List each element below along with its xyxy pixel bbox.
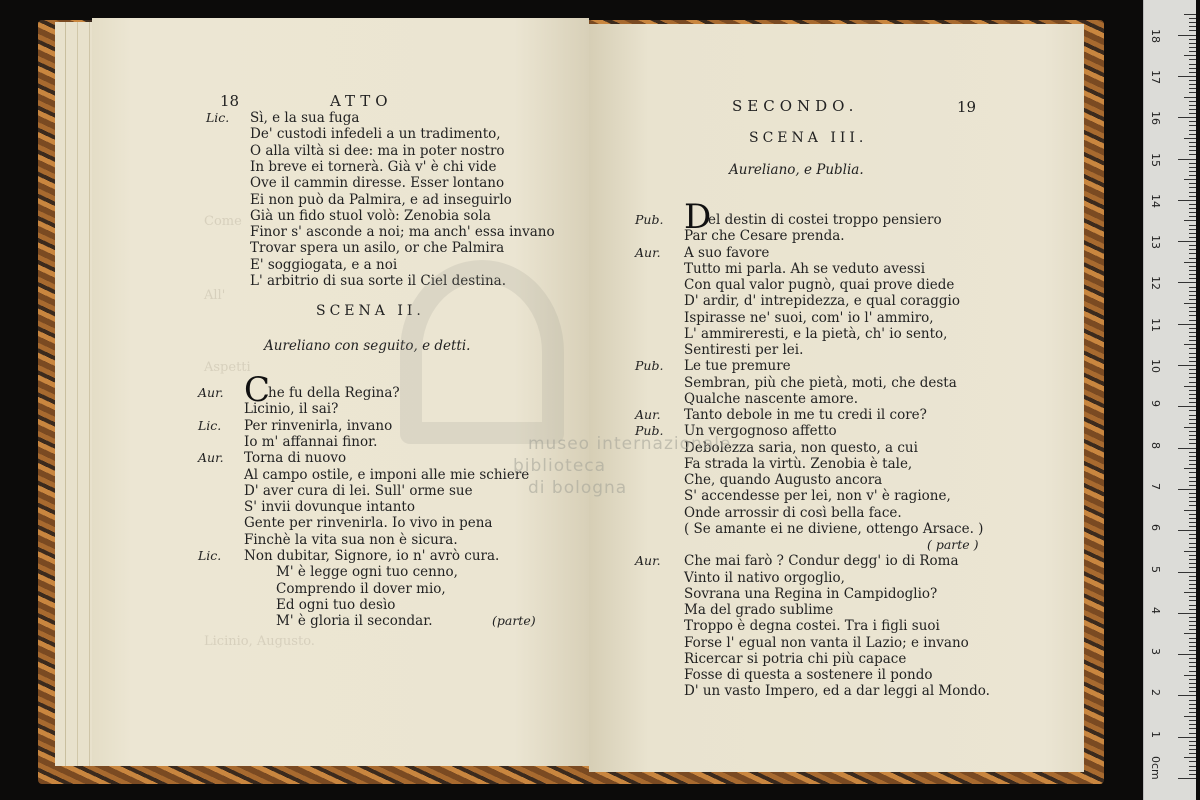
ruler-tick bbox=[1189, 382, 1196, 383]
ruler-tick bbox=[1189, 88, 1196, 89]
ruler-tick bbox=[1189, 584, 1196, 585]
verse-line: Troppo è degna costei. Tra i figli suoi bbox=[684, 618, 940, 635]
verse-line: Ove il cammin diresse. Esser lontano bbox=[250, 175, 505, 192]
ruler-tick bbox=[1189, 410, 1196, 411]
ruler-number: 16 bbox=[1149, 111, 1162, 126]
ruler-tick bbox=[1189, 233, 1196, 234]
verse-line: Trovar spera un asilo, or che Palmira bbox=[250, 240, 505, 257]
verse-line: Le tue premure bbox=[684, 358, 791, 375]
ruler-tick bbox=[1189, 212, 1196, 213]
ruler-number: 5 bbox=[1149, 565, 1162, 573]
ruler-tick bbox=[1189, 287, 1196, 288]
ruler-tick bbox=[1189, 720, 1196, 721]
ruler-tick bbox=[1178, 613, 1196, 614]
watermark-line: di bologna bbox=[528, 478, 628, 498]
drop-cap: D bbox=[684, 197, 712, 237]
speaker-label: Aur. bbox=[635, 407, 661, 422]
speaker-label: Aur. bbox=[198, 385, 224, 400]
verse-line: Qualche nascente amore. bbox=[684, 390, 858, 407]
ruler-tick bbox=[1189, 142, 1196, 143]
verse-line: Tanto debole in me tu credi il core? bbox=[684, 407, 927, 423]
ruler-tick bbox=[1189, 291, 1196, 292]
scene-title: SCENA II. bbox=[316, 303, 425, 319]
speaker-label: Lic. bbox=[206, 110, 230, 125]
ruler-number: 1 bbox=[1149, 730, 1162, 738]
verse-line: S' accendesse per lei, non v' è ragione, bbox=[684, 488, 951, 505]
ruler-tick bbox=[1189, 683, 1196, 684]
scene-title: SCENA III. bbox=[749, 130, 868, 146]
ruler-tick bbox=[1189, 249, 1196, 250]
ruler-tick bbox=[1189, 390, 1196, 391]
ruler-tick bbox=[1189, 353, 1196, 354]
verse-line: Già un fido stuol volò: Zenobia sola bbox=[250, 207, 491, 224]
ruler-tick bbox=[1189, 51, 1196, 52]
ruler-tick bbox=[1189, 638, 1196, 639]
ruler-tick bbox=[1189, 559, 1196, 560]
ruler-tick bbox=[1189, 576, 1196, 577]
ruler-tick bbox=[1189, 646, 1196, 647]
ruler-tick bbox=[1189, 580, 1196, 581]
ruler-tick bbox=[1189, 497, 1196, 498]
ruler-tick bbox=[1189, 332, 1196, 333]
ruler-number: 3 bbox=[1149, 648, 1162, 656]
ruler-tick bbox=[1189, 526, 1196, 527]
ruler-number: 11 bbox=[1149, 317, 1162, 332]
ruler-tick bbox=[1189, 183, 1196, 184]
page-number: 19 bbox=[957, 98, 977, 116]
verse-line: Ma del grado sublime bbox=[684, 602, 834, 618]
verse-line: Forse l' egual non vanta il Lazio; e invano bbox=[684, 634, 969, 651]
verse-line: Tutto mi parla. Ah se veduto avessi bbox=[684, 260, 926, 277]
watermark-line: museo internazionale bbox=[528, 434, 732, 454]
verse-line: L' arbitrio di sua sorte il Ciel destina. bbox=[250, 273, 506, 289]
ruler-tick bbox=[1189, 460, 1196, 461]
ruler-tick bbox=[1184, 179, 1196, 180]
speaker-label: Pub. bbox=[635, 212, 664, 227]
ruler-tick bbox=[1189, 691, 1196, 692]
ruler-tick bbox=[1189, 712, 1196, 713]
ruler-number: 6 bbox=[1149, 524, 1162, 532]
ruler-tick bbox=[1189, 472, 1196, 473]
verse-line: S' invii dovunque intanto bbox=[244, 499, 415, 516]
speaker-label: Aur. bbox=[635, 553, 661, 569]
verse-line: Io m' affannai finor. bbox=[244, 433, 378, 450]
ruler-tick bbox=[1189, 770, 1196, 771]
ruler-number: 2 bbox=[1149, 689, 1162, 697]
ruler-tick bbox=[1189, 278, 1196, 279]
verse-line: Licinio, il sai? bbox=[244, 401, 339, 418]
verse-line: De' custodi infedeli a un tradimento, bbox=[250, 126, 501, 143]
ruler-tick bbox=[1189, 253, 1196, 254]
ruler-tick bbox=[1189, 237, 1196, 238]
ruler-tick bbox=[1189, 439, 1196, 440]
ruler-tick bbox=[1189, 588, 1196, 589]
verse-line: Che, quando Augusto ancora bbox=[684, 472, 883, 488]
ruler-tick bbox=[1189, 18, 1196, 19]
ruler-tick bbox=[1189, 196, 1196, 197]
ruler-tick bbox=[1189, 741, 1196, 742]
ruler-number: 7 bbox=[1149, 482, 1162, 490]
ruler-tick bbox=[1189, 59, 1196, 60]
verse-line: Torna di nuovo bbox=[244, 450, 347, 467]
ruler-tick bbox=[1189, 431, 1196, 432]
ruler-tick bbox=[1184, 262, 1196, 263]
ruler-tick bbox=[1189, 295, 1196, 296]
ruler-tick bbox=[1189, 101, 1196, 102]
stage-direction: ( parte ) bbox=[927, 537, 979, 552]
ruler-tick bbox=[1189, 26, 1196, 27]
ruler-tick bbox=[1189, 92, 1196, 93]
ruler-tick bbox=[1178, 654, 1196, 655]
verse-line: ( Se amante ei ne diviene, ottengo Arsace. ) bbox=[684, 520, 984, 537]
ruler-tick bbox=[1189, 154, 1196, 155]
verse-line: Fosse di questa a sostenere il pondo bbox=[684, 667, 933, 683]
ruler-tick bbox=[1178, 530, 1196, 531]
ruler-tick bbox=[1189, 658, 1196, 659]
verse-line: O alla viltà si dee: ma in poter nostro bbox=[250, 142, 505, 159]
ruler-number: 15 bbox=[1149, 152, 1162, 167]
verse-line: A suo favore bbox=[684, 244, 770, 261]
ruler-tick bbox=[1189, 72, 1196, 73]
ruler-tick bbox=[1189, 187, 1196, 188]
ruler-tick bbox=[1189, 134, 1196, 135]
ruler-tick bbox=[1189, 617, 1196, 618]
ruler-tick bbox=[1189, 700, 1196, 701]
ruler-tick bbox=[1184, 551, 1196, 552]
ruler-tick bbox=[1189, 361, 1196, 362]
ruler-tick bbox=[1189, 47, 1196, 48]
verse-line: Che mai farò ? Condur degg' io di Roma bbox=[684, 553, 959, 570]
ruler-tick bbox=[1178, 76, 1196, 77]
ruler-tick bbox=[1178, 572, 1196, 573]
ruler-tick bbox=[1189, 125, 1196, 126]
ruler-tick bbox=[1189, 443, 1196, 444]
ruler-tick bbox=[1189, 518, 1196, 519]
page-number: 18 bbox=[220, 92, 240, 110]
right-page bbox=[589, 24, 1084, 772]
running-head: ATTO bbox=[330, 92, 393, 110]
ruler-tick bbox=[1189, 192, 1196, 193]
running-head: SECONDO. bbox=[732, 97, 859, 115]
ruler-unit: 0cm bbox=[1149, 756, 1162, 780]
ruler-tick bbox=[1189, 43, 1196, 44]
verse-line: Ed ogni tuo desìo bbox=[276, 596, 396, 613]
ruler-tick bbox=[1189, 728, 1196, 729]
verse-line: M' è legge ogni tuo cenno, bbox=[276, 564, 458, 581]
verse-line: D' aver cura di lei. Sull' orme sue bbox=[244, 482, 473, 499]
ruler-tick bbox=[1189, 621, 1196, 622]
ruler-tick bbox=[1189, 642, 1196, 643]
ruler-tick bbox=[1189, 163, 1196, 164]
ruler-tick bbox=[1189, 357, 1196, 358]
verse-line: Sembran, più che pietà, moti, che desta bbox=[684, 374, 957, 391]
verse-line: Vinto il nativo orgoglio, bbox=[684, 569, 845, 586]
ruler-tick bbox=[1189, 105, 1196, 106]
ruler-tick bbox=[1189, 109, 1196, 110]
ruler-tick bbox=[1184, 757, 1196, 758]
stage-direction: (parte) bbox=[492, 613, 536, 629]
verse-line: Sovrana una Regina in Campidoglio? bbox=[684, 585, 938, 602]
ruler-tick bbox=[1189, 167, 1196, 168]
ruler-tick bbox=[1184, 344, 1196, 345]
ruler-tick bbox=[1189, 225, 1196, 226]
ruler-tick bbox=[1189, 307, 1196, 308]
verse-line: Sentiresti per lei. bbox=[684, 342, 804, 358]
verse-line: Finchè la vita sua non è sicura. bbox=[244, 531, 458, 548]
ruler-tick bbox=[1189, 64, 1196, 65]
ruler-tick bbox=[1189, 543, 1196, 544]
verse-line: Finor s' asconde a noi; ma anch' essa invano bbox=[250, 224, 555, 241]
ruler-tick bbox=[1184, 427, 1196, 428]
verse-line: In breve ei tornerà. Già v' è chi vide bbox=[250, 158, 497, 175]
ruler-number: 8 bbox=[1149, 441, 1162, 449]
ruler-tick bbox=[1189, 394, 1196, 395]
ruler-tick bbox=[1189, 774, 1196, 775]
ruler-tick bbox=[1178, 117, 1196, 118]
ruler-tick bbox=[1189, 514, 1196, 515]
ruler-tick bbox=[1189, 348, 1196, 349]
ruler-tick bbox=[1184, 592, 1196, 593]
left-page: 18 ATTO Come All' Aspetti Licinio, Augusto. Lic. Sì, e la sua fuga De' custodi infedeli a un tradimento, O alla viltà si dee: ma in poter nostro In breve ei tornerà. Già v' è chi vide Ove il cammin diresse. Esser lontano Ei non può da Palmira, e ad inseguirlo Già un fido stuol volò: Zenobia sola Finor s' asconde a noi; ma anch' essa invano Trovar spera un asilo, or che Palmira E' soggiogata, e a noi L' arbitrio di sua sorte il Ciel destina. SCENA II. Aureliano con seguito, e detti. Aur. C he fu della Regina? Licinio, il sai? Lic. Per rinvenirla, invano Io m' affannai finor. Aur. Torna di nuovo Al campo ostile, e imponi alle mie schiere D' aver cura di lei. Sull' orme sue S' invii dovunque intanto Gente per rinvenirla. Io vivo in pena Finchè la vita sua non è sicura. Lic. Non dubitar, Signore, io n' avrò cura. M' è legge ogni tuo cenno, Comprendo il dover mio, Ed ogni tuo desìo M' è gloria il secondar. (parte) bbox=[92, 18, 589, 766]
verse-line: Non dubitar, Signore, io n' avrò cura. bbox=[244, 548, 500, 564]
ruler-tick bbox=[1178, 241, 1196, 242]
ruler-tick bbox=[1178, 282, 1196, 283]
verse-line: Comprendo il dover mio, bbox=[276, 580, 446, 597]
ruler-tick bbox=[1189, 609, 1196, 610]
verse-line: Con qual valor pugnò, quai prove diede bbox=[684, 277, 955, 293]
ruler-tick bbox=[1189, 266, 1196, 267]
ruler-tick bbox=[1184, 633, 1196, 634]
ruler-tick bbox=[1189, 435, 1196, 436]
ruler-tick bbox=[1189, 555, 1196, 556]
ruler-tick bbox=[1184, 138, 1196, 139]
ruler-tick bbox=[1189, 84, 1196, 85]
ruler-tick bbox=[1178, 695, 1196, 696]
ruler-tick bbox=[1189, 270, 1196, 271]
ruler-tick bbox=[1178, 324, 1196, 325]
ruler-number: 14 bbox=[1149, 193, 1162, 208]
verse-line: Debolezza saria, non questo, a cui bbox=[684, 439, 918, 456]
ruler-tick bbox=[1189, 208, 1196, 209]
ruler-tick bbox=[1189, 477, 1196, 478]
speaker-label: Lic. bbox=[198, 417, 222, 433]
ruler-tick bbox=[1184, 14, 1196, 15]
ruler-tick bbox=[1189, 22, 1196, 23]
verse-line: he fu della Regina? bbox=[268, 385, 400, 401]
verse-line: M' è gloria il secondar. bbox=[276, 613, 433, 630]
ruler-tick bbox=[1189, 753, 1196, 754]
ruler-tick bbox=[1189, 274, 1196, 275]
ruler-tick bbox=[1189, 39, 1196, 40]
ruler-tick bbox=[1178, 778, 1196, 779]
verse-line: Onde arrossir di così bella face. bbox=[684, 504, 902, 521]
verse-line: Ispirasse ne' suoi, com' io l' ammiro, bbox=[684, 309, 934, 326]
ruler-number: 18 bbox=[1149, 28, 1162, 43]
ruler-tick bbox=[1189, 493, 1196, 494]
verse-line: D' ardir, d' intrepidezza, e qual coraggio bbox=[684, 293, 961, 310]
ruler-tick bbox=[1189, 605, 1196, 606]
ruler-tick bbox=[1189, 522, 1196, 523]
ruler-tick bbox=[1178, 737, 1196, 738]
ruler-tick bbox=[1189, 175, 1196, 176]
ruler-tick bbox=[1189, 456, 1196, 457]
watermark-line: biblioteca bbox=[513, 456, 607, 476]
ruler-tick bbox=[1189, 299, 1196, 300]
ruler-tick bbox=[1189, 625, 1196, 626]
ruler-tick bbox=[1189, 452, 1196, 453]
speaker-label: Aur. bbox=[198, 450, 224, 466]
ruler-tick bbox=[1189, 704, 1196, 705]
ruler-tick bbox=[1189, 749, 1196, 750]
scene-persons: Aureliano, e Publia. bbox=[729, 162, 864, 178]
ruler-tick bbox=[1189, 171, 1196, 172]
verse-line: Fa strada la virtù. Zenobia è tale, bbox=[684, 455, 913, 472]
ruler-number: 10 bbox=[1149, 359, 1162, 373]
ruler-tick bbox=[1189, 402, 1196, 403]
ruler-tick bbox=[1184, 468, 1196, 469]
ruler-tick bbox=[1189, 216, 1196, 217]
ruler-tick bbox=[1184, 386, 1196, 387]
verse-line: Sì, e la sua fuga bbox=[250, 110, 360, 126]
ruler-number: 13 bbox=[1149, 235, 1162, 250]
ruler-tick bbox=[1189, 481, 1196, 482]
ruler-tick bbox=[1189, 733, 1196, 734]
ruler-tick bbox=[1184, 675, 1196, 676]
ruler-tick bbox=[1189, 724, 1196, 725]
ruler-tick bbox=[1189, 666, 1196, 667]
ruler-tick bbox=[1189, 245, 1196, 246]
measuring-ruler bbox=[1143, 0, 1196, 800]
verse-line: el destin di costei troppo pensiero bbox=[708, 212, 942, 228]
ruler-tick bbox=[1189, 121, 1196, 122]
verse-line: Al campo ostile, e imponi alle mie schiere bbox=[244, 466, 530, 483]
ruler-tick bbox=[1189, 745, 1196, 746]
ruler-tick bbox=[1178, 35, 1196, 36]
ruler-tick bbox=[1178, 365, 1196, 366]
ruler-tick bbox=[1189, 650, 1196, 651]
verse-line: Per rinvenirla, invano bbox=[244, 417, 393, 434]
ruler-tick bbox=[1184, 510, 1196, 511]
ruler-tick bbox=[1189, 679, 1196, 680]
ruler-tick bbox=[1189, 80, 1196, 81]
ruler-tick bbox=[1189, 708, 1196, 709]
ruler-tick bbox=[1178, 448, 1196, 449]
ruler-tick bbox=[1189, 311, 1196, 312]
ruler-tick bbox=[1189, 687, 1196, 688]
ruler-tick bbox=[1189, 662, 1196, 663]
ruler-tick bbox=[1189, 761, 1196, 762]
ruler-tick bbox=[1189, 766, 1196, 767]
ruler-tick bbox=[1184, 97, 1196, 98]
ruler-tick bbox=[1189, 485, 1196, 486]
ruler-tick bbox=[1189, 415, 1196, 416]
ruler-tick bbox=[1189, 340, 1196, 341]
ruler-tick bbox=[1189, 671, 1196, 672]
ruler-tick bbox=[1189, 146, 1196, 147]
ruler-tick bbox=[1189, 130, 1196, 131]
verse-line: E' soggiogata, e a noi bbox=[250, 256, 398, 273]
ruler-tick bbox=[1189, 505, 1196, 506]
drop-cap: C bbox=[244, 370, 271, 410]
ruler-tick bbox=[1184, 303, 1196, 304]
ruler-tick bbox=[1184, 55, 1196, 56]
ruler-tick bbox=[1189, 229, 1196, 230]
ruler-tick bbox=[1189, 538, 1196, 539]
ruler-tick bbox=[1189, 501, 1196, 502]
ruler-tick bbox=[1189, 258, 1196, 259]
speaker-label: Pub. bbox=[635, 358, 664, 374]
ruler-tick bbox=[1189, 150, 1196, 151]
ruler-tick bbox=[1178, 159, 1196, 160]
ruler-tick bbox=[1178, 200, 1196, 201]
ruler-tick bbox=[1189, 336, 1196, 337]
ruler-tick bbox=[1189, 328, 1196, 329]
ruler-tick bbox=[1189, 534, 1196, 535]
ruler-tick bbox=[1189, 563, 1196, 564]
ruler-tick bbox=[1189, 567, 1196, 568]
ruler-tick bbox=[1189, 30, 1196, 31]
ruler-tick bbox=[1189, 373, 1196, 374]
verse-line: Ricercar si potria chi più capace bbox=[684, 650, 907, 667]
ruler-number: 12 bbox=[1149, 276, 1162, 291]
ruler-tick bbox=[1189, 596, 1196, 597]
ruler-tick bbox=[1189, 600, 1196, 601]
ruler-tick bbox=[1189, 68, 1196, 69]
ruler-number: 17 bbox=[1149, 69, 1162, 84]
ruler-number: 9 bbox=[1149, 400, 1162, 408]
verse-line: Gente per rinvenirla. Io vivo in pena bbox=[244, 515, 493, 532]
ruler-tick bbox=[1189, 419, 1196, 420]
ruler-tick bbox=[1178, 489, 1196, 490]
ruler-tick bbox=[1178, 406, 1196, 407]
ruler-tick bbox=[1184, 716, 1196, 717]
ruler-tick bbox=[1189, 423, 1196, 424]
speaker-label: Lic. bbox=[198, 548, 222, 563]
verse-line: Par che Cesare prenda. bbox=[684, 228, 845, 245]
ruler-tick bbox=[1189, 369, 1196, 370]
verse-line: L' ammireresti, e la pietà, ch' io sento, bbox=[684, 325, 948, 342]
library-stamp-logo bbox=[400, 260, 564, 444]
ruler-tick bbox=[1189, 315, 1196, 316]
verse-line: D' un vasto Impero, ed a dar leggi al Mondo. bbox=[684, 683, 990, 700]
ruler-number: 4 bbox=[1149, 606, 1162, 614]
ruler-tick bbox=[1189, 320, 1196, 321]
ruler-tick bbox=[1184, 220, 1196, 221]
verse-line: Ei non può da Palmira, e ad inseguirlo bbox=[250, 191, 512, 208]
ruler-tick bbox=[1189, 464, 1196, 465]
scene-persons: Aureliano con seguito, e detti. bbox=[264, 338, 471, 354]
verse-line: Un vergognoso affetto bbox=[684, 423, 837, 440]
ruler-tick bbox=[1189, 629, 1196, 630]
speaker-label: Pub. bbox=[635, 423, 664, 439]
ruler-tick bbox=[1189, 113, 1196, 114]
speaker-label: Aur. bbox=[635, 244, 661, 260]
ruler-tick bbox=[1189, 204, 1196, 205]
ruler-tick bbox=[1189, 377, 1196, 378]
ruler-tick bbox=[1189, 398, 1196, 399]
ruler-tick bbox=[1189, 547, 1196, 548]
